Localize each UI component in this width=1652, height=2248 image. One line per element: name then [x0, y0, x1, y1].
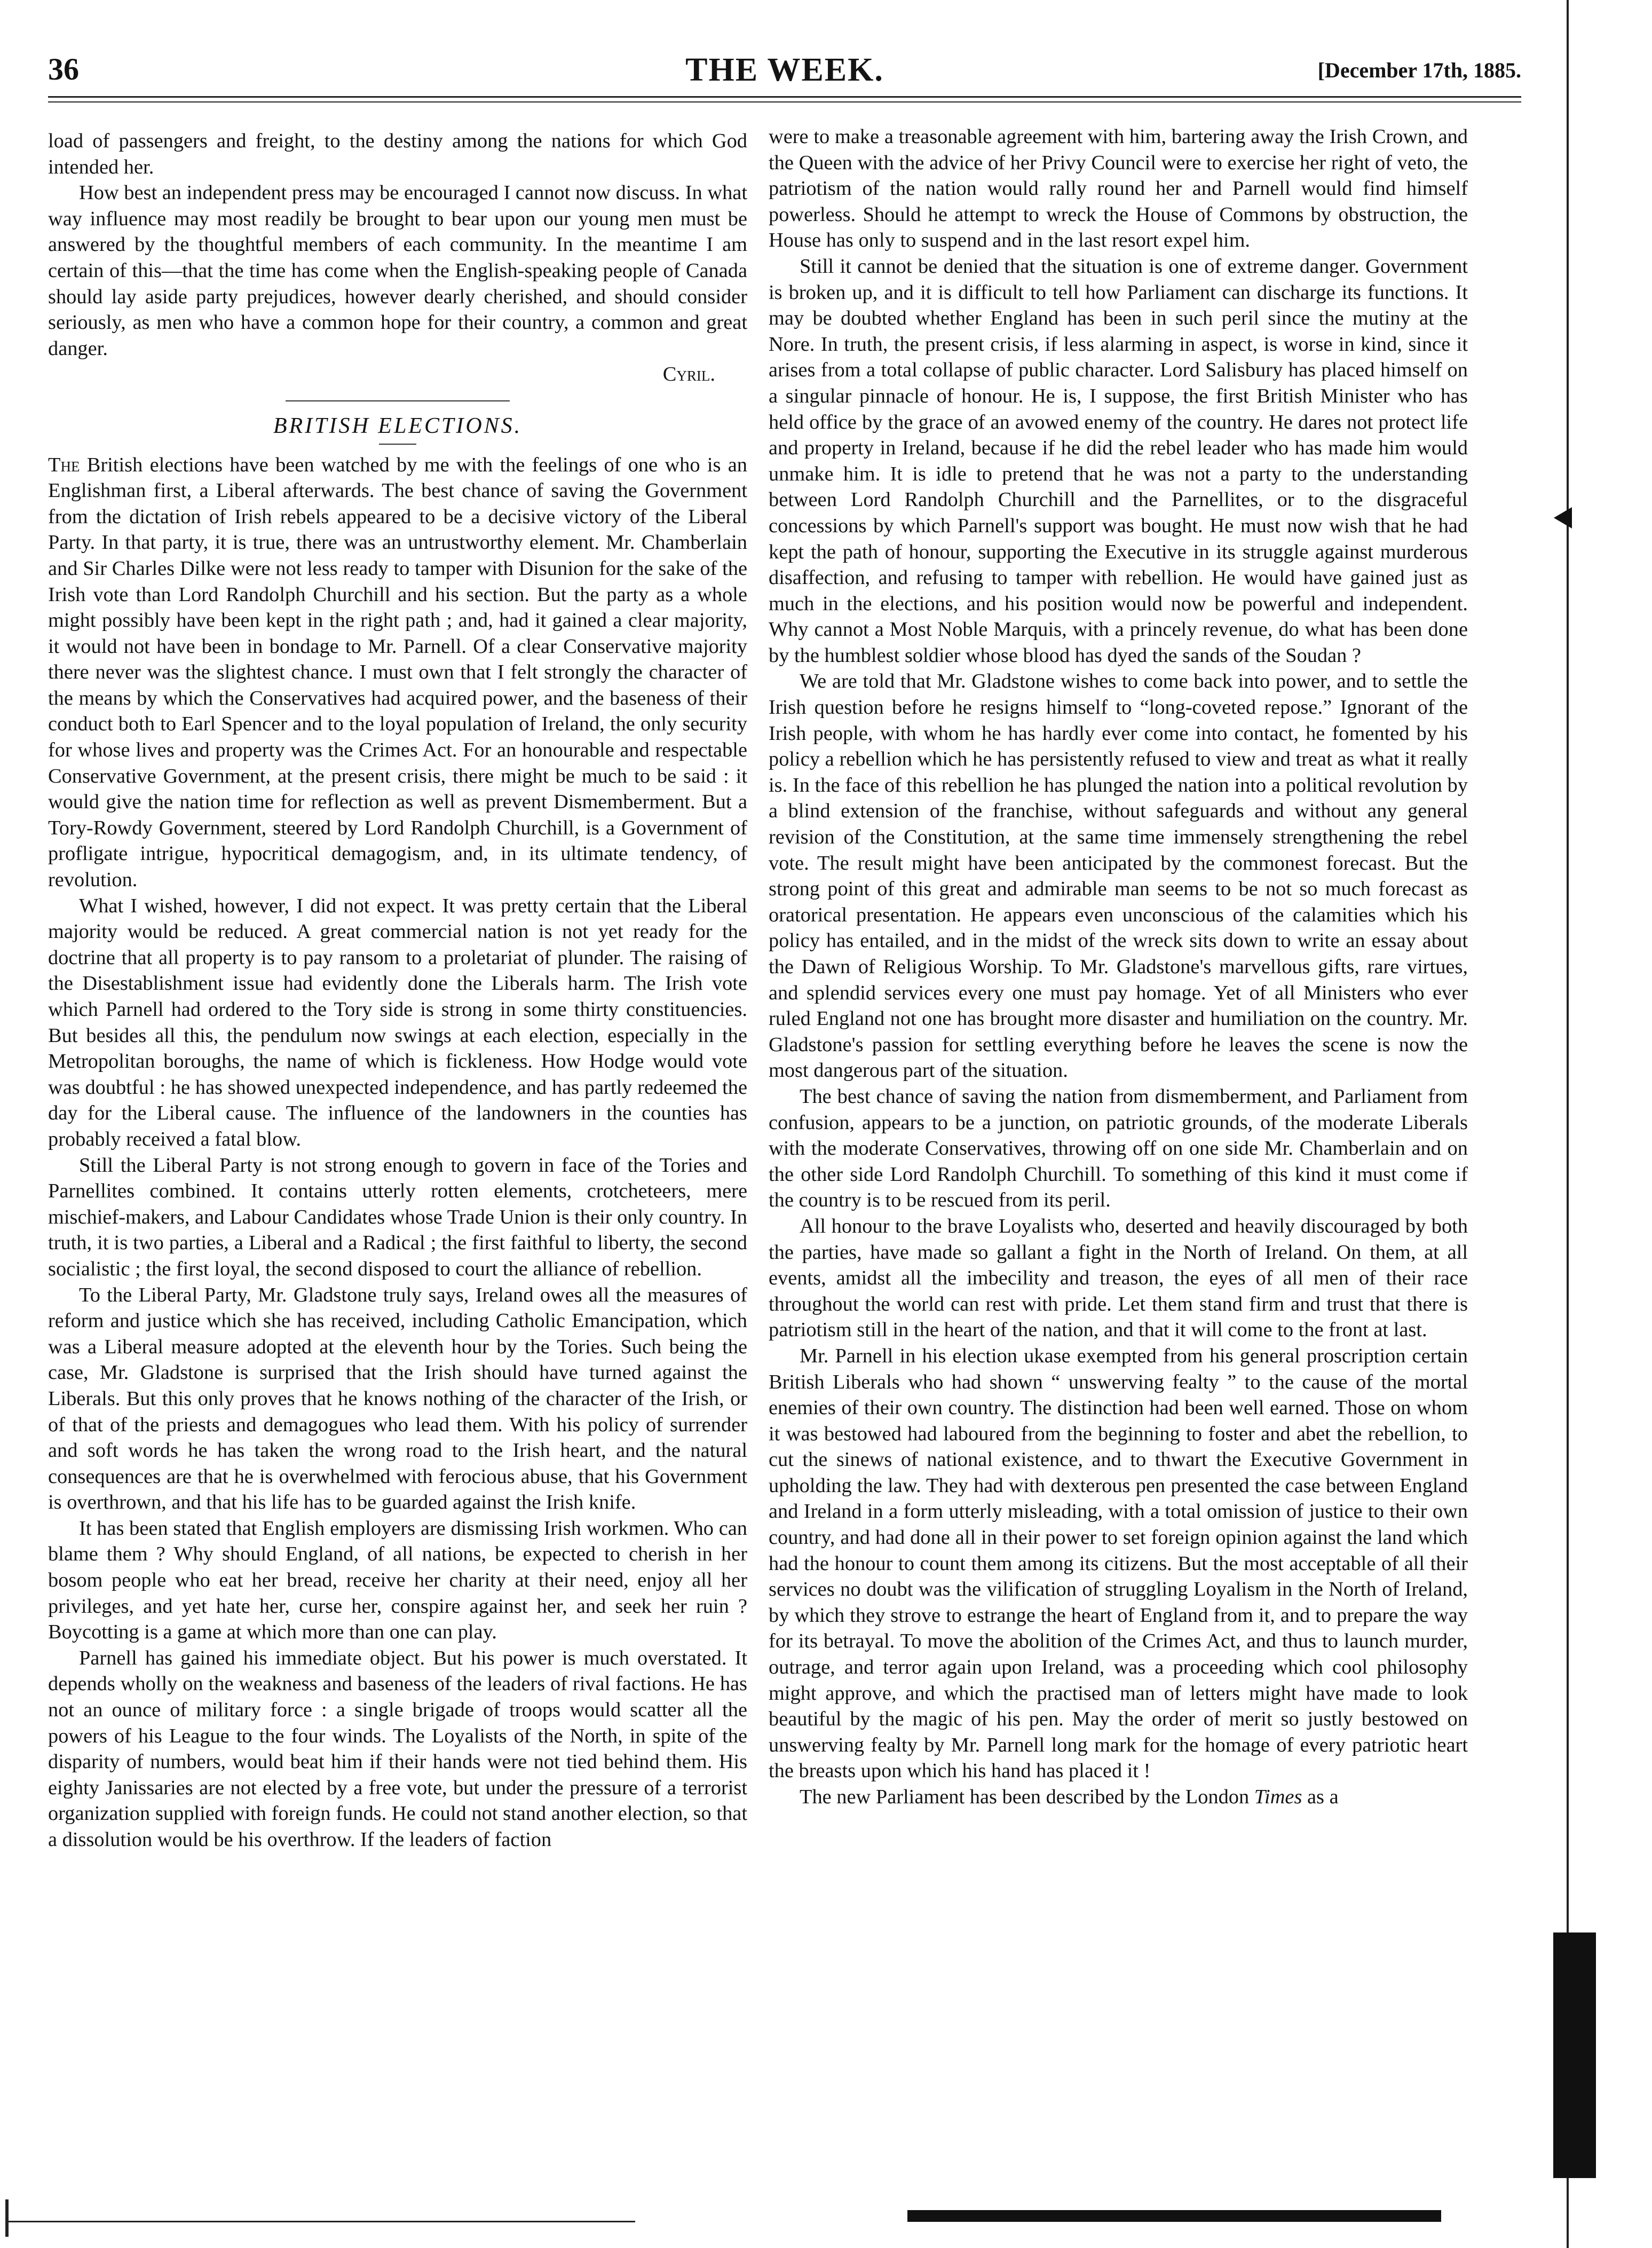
paragraph: To the Liberal Party, Mr. Gladstone truly says, Ireland owes all the measures of reform and justice which she has received, including Catholic Emancipation, which was a Liberal measure adopted at the eleventh hour by the Tories. Such being the case, Mr. Gladstone is surprised that the Irish should have turned against the Liberals. But this only proves that he knows nothing of the character of the Irish, or of that of the priests and demagogues who lead them. With his policy of surrender and soft words he has taken the wrong road to the Irish heart, and the natural consequences are that he is overwhelmed with ferocious abuse, that his Government is overthrown, and that his life has to be guarded against the Irish knife. — [48, 1283, 747, 1514]
left-column — [48, 128, 747, 2082]
paragraph — [48, 452, 747, 893]
continued-paragraph: were to make a treasonable agreement with him, bartering away the Irish Crown, and the Queen with the advice of her Privy Council were to exercise her right of veto, the patriotism of the nation would rally round her and Parnell would find himself powerless. Should he attempt to wreck the House of Commons by obstruction, the House has only to suspend and in the last resort expel him. — [769, 125, 1468, 252]
footer-bar — [907, 2210, 1441, 2222]
paragraph: Parnell has gained his immediate object. But his power is much overstated. It depends wholly on the weakness and baseness of the leaders of rival factions. He has not an ounce of military force : a single brigade of troops would scatter all the powers of his League to the four winds. The Loyalists of the North, in spite of the disparity of numbers, would beat him if their hands were not tied behind them. His eighty Janissaries are not elected by a free vote, but under the pressure of a terrorist organization supplied with foreign funds. He could not stand another election, so that a dissolution would be his overthrow. If the leaders of faction — [48, 1646, 747, 1851]
author-signature: Cyril. — [662, 363, 715, 386]
paragraph: How best an independent press may be encouraged I cannot now discuss. In what way influence may most readily be brought to bear upon our young men must be answered by the thoughtful members of each community. In the meantime I am certain of this—that the time has come when the English-speaking people of Canada should lay aside party prejudices, however dearly cherished, and should consider seriously, as men who have a common hope for their country, a common and great danger. — [48, 182, 747, 360]
section-divider — [286, 400, 510, 401]
paragraph: All honour to the brave Loyalists who, deserted and heavily discouraged by both the parties, have made so gallant a fight in the North of Ireland. On them, at all events, amidst all the imbecility and treason, the eyes of all men of their race throughout the world can rest with pride. Let them stand firm and trust that there is patriotism still in the heart of the nation, and that it will come to the front at last. — [769, 1214, 1468, 1342]
header-rule-bottom — [48, 101, 1521, 102]
footer-left-mark — [5, 2199, 9, 2237]
binding-arrow-mark — [1551, 507, 1572, 529]
binding-edge-line — [1567, 0, 1569, 2248]
paragraph: Mr. Parnell in his election ukase exempted from his general proscription certain British Liberals who had shown “ unswerving fealty ” to the cause of the mortal enemies of their own country. The distinction had been well earned. Those on whom it was bestowed had laboured from the beginning to foster and abet the rebellion, to cut the sinews of national existence, and to thwart the Executive Government in upholding the law. They had with dexterous pen presented the case between England and Ireland in a form utterly misleading, with a total omission of justice to their own country, and had done all in their power to set foreign opinion against the land which had the honour to count them among its citizens. But the most acceptable of all their services no doubt was the vilification of struggling Loyalism in the North of Ireland, by which they strove to estrange the heart of England from it, and to prepare the way for its betrayal. To move the abolition of the Crimes Act, and thus to launch murder, outrage, and terror again upon Ireland, was a proceeding which cool philosophy might approve, and which the practised man of letters might have made to look beautiful by the magic of his pen. May the order of merit so justly bestowed on unswerving fealty by Mr. Parnell long mark for the homage of every patriotic heart the breasts upon which his hand has placed it ! — [769, 1344, 1468, 1782]
binding-dark-strip — [1553, 1933, 1596, 2178]
paragraph-body: The new Parliament has been described by the London — [800, 1786, 1254, 1808]
page-number: 36 — [48, 52, 79, 86]
paragraph: We are told that Mr. Gladstone wishes to come back into power, and to settle the Irish question before he resigns himself to “long-coveted repose.” Ignorant of the Irish people, with whom he has hardly ever come into contact, he fomented by his policy a rebellion which he has persistently refused to view and treat as what it really is. In the face of this rebellion he has plunged the nation into a political revolution by a blind extension of the franchise, without safeguards and without any general revision of the Constitution, at the same time immensely strengthening the rebel vote. The result might have been anticipated by the commonest forecast. But the strong point of this great and admirable man seems to be not so much forecast as oratorical presentation. He appears even unconscious of the calamities which his policy has entailed, and in the midst of the wreck sits down to write an essay about the Dawn of Religious Worship. To Mr. Gladstone's marvellous gifts, rare virtues, and splendid services every one must pay homage. Yet of all Ministers who ever ruled England not one has brought more disaster and humiliation on the country. Mr. Gladstone's passion for settling everything before he leaves the scene is now the most dangerous part of the situation. — [769, 670, 1468, 1082]
paragraph-body: British elections have been watched by me with the feelings of one who is an Englishman first, a Liberal afterwards. The best chance of saving the Government from the dictation of Irish rebels appeared to be a decisive victory of the Liberal Party. In that party, it is true, there was an untrustworthy element. Mr. Chamberlain and Sir Charles Dilke were not less ready to tamper with Disunion for the sake of the Irish vote than Lord Randolph Churchill and his section. But the party as a whole might possibly have been kept in the right path ; and, had it gained a clear majority, it would not have been in bondage to Mr. Parnell. Of a clear Conservative majority there never was the slightest chance. I must own that I felt strongly the character of the means by which the Conservatives had acquired power, and the baseness of their conduct both to Earl Spencer and to the loyal population of Ireland, the only security for whose lives and property was the Crimes Act. For an honourable and respectable Conservative Government, at the present crisis, there might be much to be said : it would give the nation time for reflection as well as prevent Dismemberment. But a Tory-Rowdy Government, steered by Lord Randolph Churchill, is a Government of profligate intrigue, hypocritical demagogism, and, in its ultimate tendency, of revolution. — [48, 453, 747, 892]
italic-title: Times — [1254, 1786, 1302, 1808]
section-heading: BRITISH ELECTIONS. — [273, 413, 523, 438]
drop-lead-word: The — [48, 453, 80, 476]
paragraph: What I wished, however, I did not expect. It was pretty certain that the Liberal majority would be reduced. A great commercial nation is not yet ready for the doctrine that all property is to pay ransom to a proletariat of plunder. The raising of the Disestablishment issue had evidently done the Liberals harm. The Irish vote which Parnell had ordered to the Tory side is strong in some thirty constituencies. But besides all this, the pendulum now swings at each election, especially in the Metropolitan boroughs, the name of which is fickleness. How Hodge would vote was doubtful : he has showed unexpected independence, and has partly redeemed the day for the Liberal cause. The influence of the landowners in the counties has probably received a fatal blow. — [48, 894, 747, 1150]
right-column — [769, 124, 1468, 2078]
paragraph: Still the Liberal Party is not strong enough to govern in face of the Tories and Parnellites combined. It contains utterly rotten elements, crotcheteers, mere mischief-makers, and Labour Candidates whose Trade Union is their only country. In truth, it is two parties, a Liberal and a Radical ; the first faithful to liberty, the second socialistic ; the first loyal, the second disposed to court the alliance of rebellion. — [48, 1154, 747, 1280]
masthead-title: THE WEEK. — [685, 52, 884, 88]
issue-date: [December 17th, 1885. — [1317, 58, 1521, 82]
footer-left-rule — [5, 2221, 635, 2222]
continued-paragraph: load of passengers and freight, to the destiny among the nations for which God intended her. — [48, 130, 747, 178]
paragraph: The best chance of saving the nation from dismemberment, and Parliament from confusion, appears to be a junction, on patriotic grounds, of the moderate Liberals with the moderate Conservatives, throwing off on one side Mr. Chamberlain and on the other side Lord Randolph Churchill. To something of this kind it must come if the country is to be rescued from its peril. — [769, 1085, 1468, 1212]
paragraph — [769, 1784, 1468, 1810]
paragraph-tail: as a — [1302, 1786, 1339, 1808]
paragraph: It has been stated that English employers are dismissing Irish workmen. Who can blame them ? Why should England, of all nations, be expected to cherish in her bosom people who eat her bread, receive her charity at their need, enjoy all her privileges, and yet hate her, curse her, conspire against her, and seek her ruin ? Boycotting is a game at which more than one can play. — [48, 1517, 747, 1644]
heading-underline — [379, 444, 416, 445]
paragraph: Still it cannot be denied that the situation is one of extreme danger. Government is broken up, and it is difficult to tell how Parliament can discharge its functions. It may be doubted whether England has been in such peril since the mutiny at the Nore. In truth, the present crisis, if less alarming in aspect, is worse in kind, since it arises from a total collapse of public character. Lord Salisbury has placed himself on a singular pinnacle of honour. He is, I suppose, the first British Minister who has held office by the grace of an avowed enemy of the country. He dares not protect life and property in Ireland, because if he did the rebel leader who has made him would unmake him. It is idle to pretend that he was not a party to the understanding between Lord Randolph Churchill and the Parnellites, or to the disgraceful concessions by which Parnell's support was bought. He must now wish that he had kept the path of honour, supporting the Executive in its struggle against murderous disaffection, and refusing to tamper with rebellion. He would have gained just as much in the elections, and his position would now be powerful and independent. Why cannot a Most Noble Marquis, with a princely revenue, do what has been done by the humblest soldier whose blood has dyed the sands of the Soudan ? — [769, 255, 1468, 667]
header-rule-top — [48, 96, 1521, 98]
